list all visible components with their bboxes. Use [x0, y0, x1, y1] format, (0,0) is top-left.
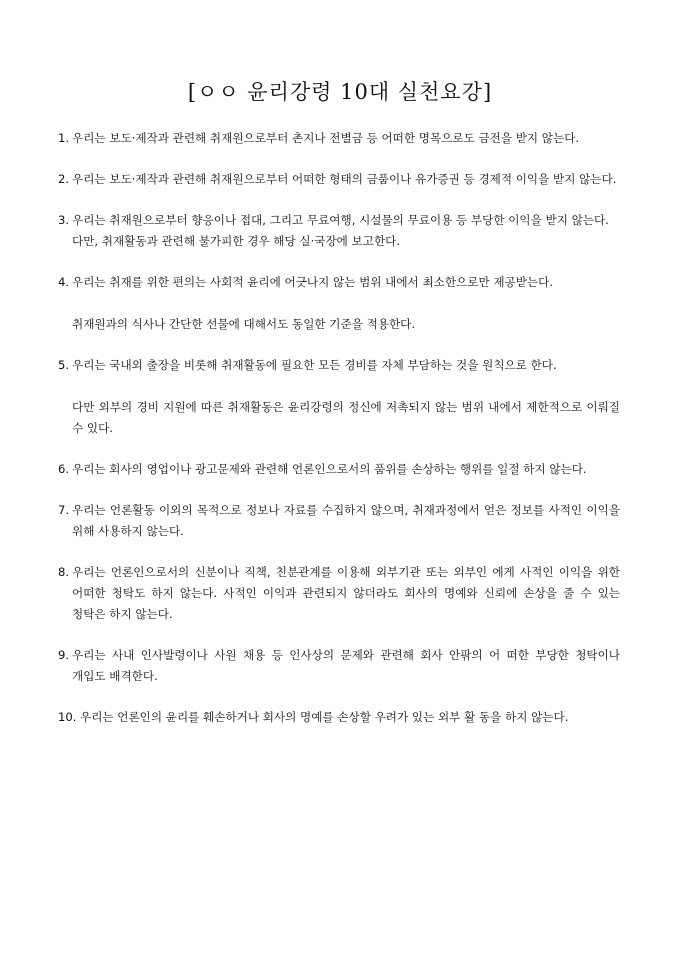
item-paragraph: 우리는 보도·제작과 관련해 취재원으로부터 촌지나 전별금 등 어떠한 명목으로도 금전을 받지 않는다. — [72, 131, 580, 145]
item-number: 6. — [58, 462, 70, 476]
list-item — [58, 210, 620, 252]
item-text — [72, 272, 620, 335]
list-item — [58, 500, 620, 542]
list-item — [58, 562, 620, 625]
item-paragraph: 다만, 취재활동과 관련해 불가피한 경우 해당 실·국장에 보고한다. — [72, 234, 401, 248]
item-number: 2. — [58, 172, 70, 186]
item-text — [72, 562, 620, 625]
item-text — [72, 645, 620, 687]
item-paragraph: 우리는 언론인으로서의 신분이나 직책, 친분관계를 이용해 외부기관 또는 외부인 에게 사적인 이익을 위한 어떠한 청탁도 하지 않는다. 사적인 이익과 관련되지 않더라도 회사의 명예와 신뢰에 손상을 줄 수 있는 청탁은 하지 않는다. — [72, 565, 620, 621]
item-paragraph: 우리는 취재를 위한 편의는 사회적 윤리에 어긋나지 않는 범위 내에서 최소한으로만 제공받는다. — [72, 275, 554, 289]
item-number: 8. — [58, 565, 70, 579]
item-paragraph: 우리는 보도·제작과 관련해 취재원으로부터 어떠한 형태의 금품이나 유가증권 등 경제적 이익을 받지 않는다. — [72, 172, 617, 186]
page-title: [ㅇㅇ 윤리강령 10대 실천요강] — [187, 80, 493, 104]
item-paragraph: 우리는 사내 인사발령이나 사원 채용 등 인사상의 문제와 관련해 회사 안팎의 어 떠한 부당한 청탁이나 개입도 배격한다. — [72, 648, 620, 683]
item-number: 1. — [58, 131, 70, 145]
item-text — [72, 169, 620, 190]
practice-guidelines-list — [58, 128, 620, 748]
item-number: 3. — [58, 213, 70, 227]
list-item — [58, 355, 620, 439]
list-item — [58, 272, 620, 335]
item-number: 10. — [58, 710, 77, 724]
item-number: 4. — [58, 275, 70, 289]
item-text — [80, 707, 620, 728]
list-item — [58, 459, 620, 480]
item-text — [72, 459, 620, 480]
item-paragraph: 우리는 언론인의 윤리를 훼손하거나 회사의 명예를 손상할 우려가 있는 외부 활 동을 하지 않는다. — [80, 710, 569, 724]
item-number: 9. — [58, 648, 70, 662]
item-paragraph: 우리는 언론활동 이외의 목적으로 정보나 자료를 수집하지 않으며, 취재과정에서 얻은 정보를 사적인 이익을 위해 사용하지 않는다. — [72, 503, 620, 538]
item-paragraph: 우리는 회사의 영업이나 광고문제와 관련해 언론인으로서의 품위를 손상하는 행위를 일절 하지 않는다. — [72, 462, 587, 476]
list-item — [58, 128, 620, 149]
item-paragraph: 우리는 국내외 출장을 비롯해 취재활동에 필요한 모든 경비를 자체 부담하는 것을 원칙으로 한다. — [72, 358, 557, 372]
item-number: 7. — [58, 503, 70, 517]
item-text — [72, 355, 620, 439]
item-text — [72, 210, 620, 252]
list-item — [58, 645, 620, 687]
item-text — [72, 500, 620, 542]
item-text — [72, 128, 620, 149]
list-item — [58, 707, 620, 728]
item-number: 5. — [58, 358, 70, 372]
item-paragraph: 취재원과의 식사나 간단한 선물에 대해서도 동일한 기준을 적용한다. — [72, 317, 416, 331]
item-paragraph: 다만 외부의 경비 지원에 따른 취재활동은 윤리강령의 정신에 저촉되지 않는 범위 내에서 제한적으로 이뤄질 수 있다. — [72, 400, 620, 435]
list-item — [58, 169, 620, 190]
item-paragraph: 우리는 취재원으로부터 향응이나 접대, 그리고 무료여행, 시설물의 무료이용 등 부당한 이익을 받지 않는다. — [72, 213, 609, 227]
